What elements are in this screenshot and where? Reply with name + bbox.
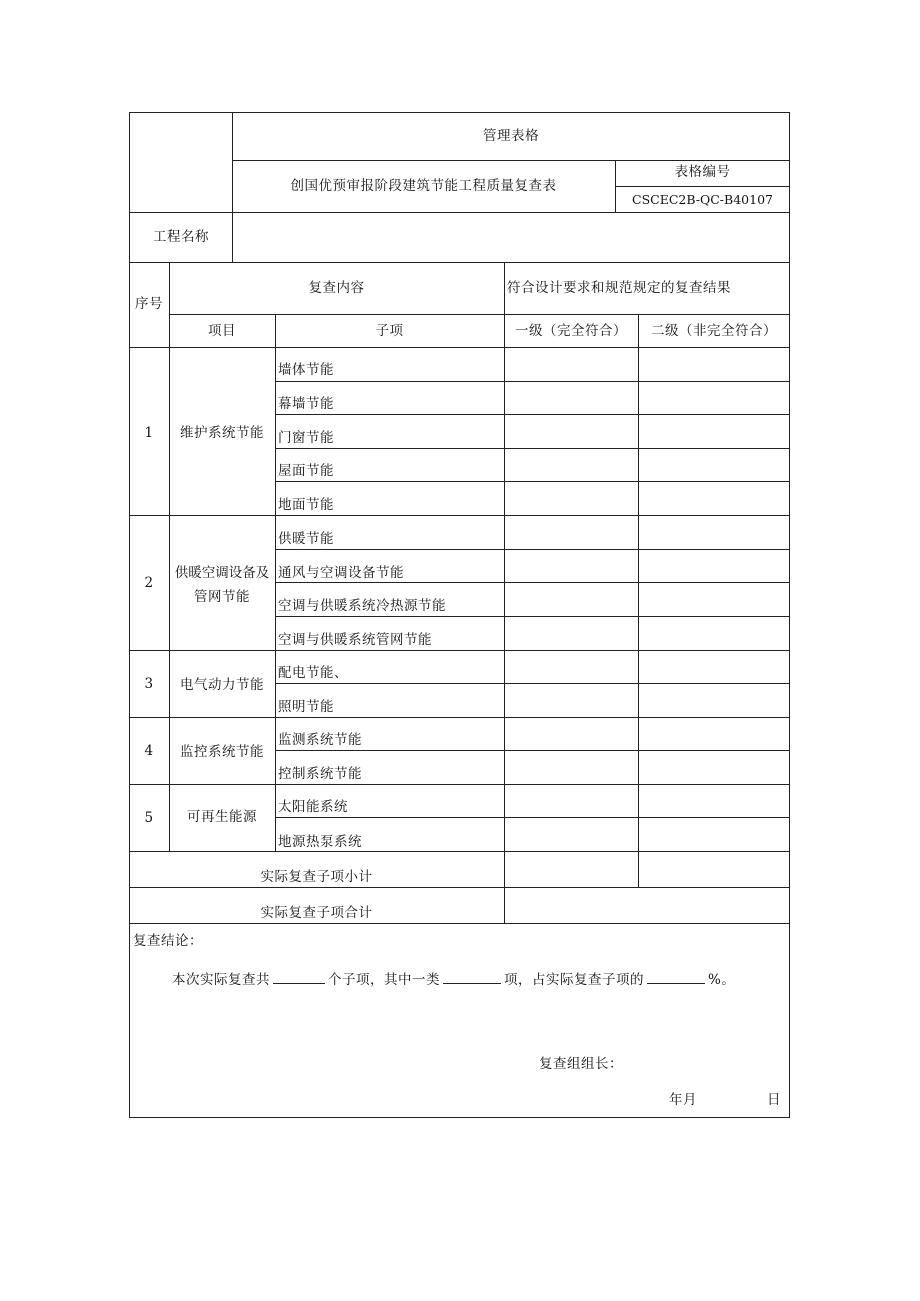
conclusion-label: 复查结论： <box>133 933 203 949</box>
group-number: 1 <box>144 425 154 441</box>
group-number: 4 <box>144 743 154 759</box>
code-mid-line <box>615 186 790 187</box>
conclusion-text: 本次实际复查共 <box>172 972 270 988</box>
result-header: 符合设计要求和规范规定的复查结果 <box>507 280 731 296</box>
group-number: 3 <box>144 676 154 692</box>
conclusion-sentence <box>172 969 735 989</box>
seq-header: 序号 <box>135 296 163 312</box>
project-bottom-line <box>129 262 790 263</box>
row-line <box>275 616 790 617</box>
level2-header: 二级（非完全符合） <box>651 323 777 339</box>
date-day: 日 <box>767 1092 781 1108</box>
group-item: 可再生能源 <box>187 809 257 825</box>
conclusion-text: 项，占实际复查子项的 <box>504 972 644 988</box>
conclusion-text: %。 <box>708 972 736 988</box>
subitem-label: 空调与供暖系统冷热源节能 <box>278 598 446 614</box>
subitem-label: 配电节能、 <box>278 665 348 681</box>
subitem-label: 地源热泵系统 <box>278 834 362 850</box>
group-number: 2 <box>144 575 154 591</box>
content-header: 复查内容 <box>308 280 365 296</box>
category-label: 管理表格 <box>483 128 539 144</box>
project-name-label: 工程名称 <box>153 229 209 245</box>
header-sub-line <box>169 314 790 315</box>
subitem-label: 墙体节能 <box>278 362 334 378</box>
group-line <box>129 717 790 718</box>
percent-blank[interactable] <box>647 969 705 984</box>
header-mid-line <box>232 160 790 161</box>
subitem-label: 供暖节能 <box>278 531 334 547</box>
group-line <box>129 784 790 785</box>
date-year-month: 年月 <box>669 1092 697 1108</box>
row-line <box>275 549 790 550</box>
group-item: 监控系统节能 <box>180 744 264 760</box>
subitem-label: 幕墙节能 <box>278 396 334 412</box>
group-line <box>129 650 790 651</box>
row-line <box>275 448 790 449</box>
border-top <box>129 112 790 113</box>
subtotal-bottom <box>129 887 790 888</box>
level2-col-line <box>638 314 639 887</box>
group-line <box>129 851 790 852</box>
total-label: 实际复查子项合计 <box>260 905 373 921</box>
row-line <box>275 414 790 415</box>
class-one-count-blank[interactable] <box>443 969 501 984</box>
row-line <box>275 683 790 684</box>
group-number: 5 <box>144 810 154 826</box>
group-item: 电气动力节能 <box>180 677 264 693</box>
total-bottom <box>129 923 790 924</box>
group-line <box>129 515 790 516</box>
header-bottom-line <box>129 212 790 213</box>
project-name-field[interactable] <box>245 228 775 246</box>
subitem-label: 监测系统节能 <box>278 732 362 748</box>
form-code: CSCEC2B-QC-B40107 <box>632 192 773 207</box>
row-line <box>275 750 790 751</box>
form-title: 创国优预审报阶段建筑节能工程质量复查表 <box>290 178 557 194</box>
subitem-label: 门窗节能 <box>278 430 334 446</box>
item-header: 项目 <box>208 323 236 339</box>
row-line <box>275 817 790 818</box>
header-bottom <box>129 347 790 348</box>
row-line <box>275 481 790 482</box>
subtotal-label: 实际复查子项小计 <box>260 869 373 885</box>
form-code-label: 表格编号 <box>674 164 731 180</box>
subitem-label: 控制系统节能 <box>278 766 362 782</box>
group-item: 供暖空调设备及 <box>174 565 270 581</box>
conclusion-text: 个子项，其中一类 <box>328 972 440 988</box>
subitem-label: 照明节能 <box>278 699 334 715</box>
subitem-label: 通风与空调设备节能 <box>278 565 404 581</box>
subitem-label: 空调与供暖系统管网节能 <box>278 632 432 648</box>
seq-col-line <box>169 262 170 851</box>
subitem-label: 地面节能 <box>278 497 334 513</box>
group-leader-label: 复查组组长： <box>539 1056 623 1072</box>
subitem-label: 太阳能系统 <box>278 799 348 815</box>
group-item: 管网节能 <box>194 589 250 605</box>
group-item: 维护系统节能 <box>180 425 264 441</box>
level1-header: 一级（完全符合） <box>515 323 627 339</box>
border-bottom <box>129 1117 790 1118</box>
subitem-count-blank[interactable] <box>273 969 325 984</box>
result-col-line <box>504 262 505 923</box>
subitem-header: 子项 <box>375 323 404 339</box>
subitem-label: 屋面节能 <box>278 463 334 479</box>
row-line <box>275 381 790 382</box>
row-line <box>275 582 790 583</box>
